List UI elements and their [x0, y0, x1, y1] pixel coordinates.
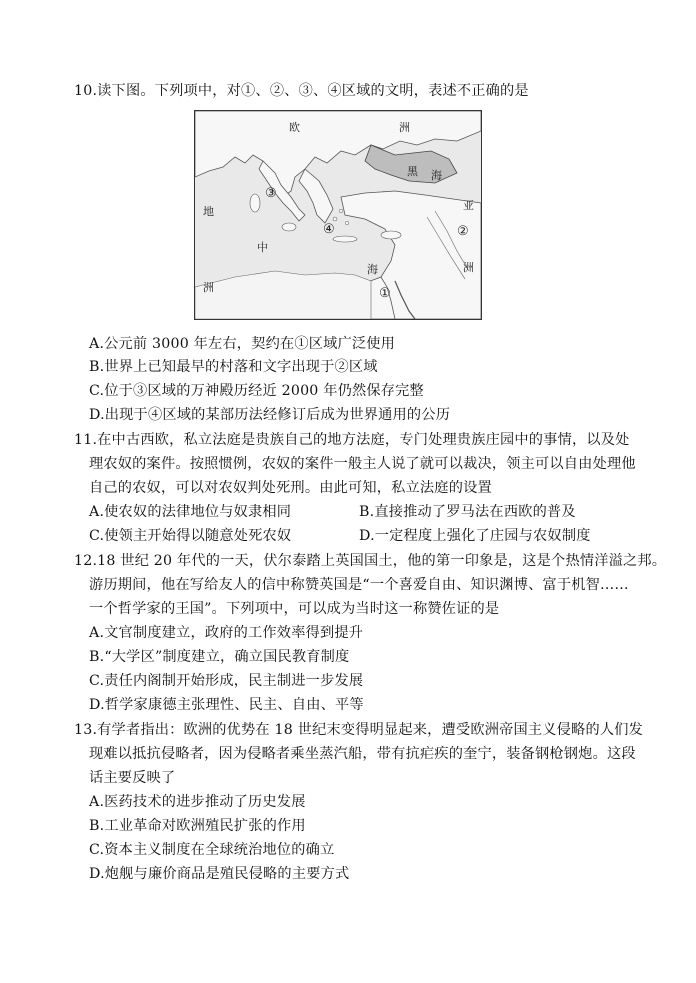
question-12-stem-line-2: 游历期间，他在写给友人的信中称赞英国是“一个喜爱自由、知识渊博、富于机智……	[89, 577, 629, 593]
question-12-option-c: C.责任内阁制开始形成，民主制进一步发展	[89, 673, 364, 689]
mediterranean-map	[194, 110, 482, 320]
question-11-option-b: B.直接推动了罗马法在西欧的普及	[359, 504, 576, 520]
question-13-option-b: B.工业革命对欧洲殖民扩张的作用	[89, 818, 306, 834]
map-region-1: ①	[379, 286, 391, 301]
question-13-option-d: D.炮舰与廉价商品是殖民侵略的主要方式	[89, 866, 350, 882]
question-10-option-c: C.位于③区域的万神殿历经近 2000 年仍然保存完整	[89, 383, 424, 399]
map-label-med-2: 中	[257, 241, 268, 254]
question-13-stem-line-3: 话主要反映了	[89, 770, 176, 786]
question-12-stem-line-3: 一个哲学家的王国”。下列项中，可以成为当时这一称赞佐证的是	[89, 601, 500, 617]
question-13-option-c: C.资本主义制度在全球统治地位的确立	[89, 842, 335, 858]
map-label-africa: 洲	[203, 281, 214, 294]
corsica-sardinia-island	[250, 194, 260, 212]
aegean-island	[345, 221, 349, 225]
map-region-4: ④	[323, 222, 335, 237]
map-graphic	[195, 111, 481, 319]
question-10-option-d: D.出现于④区域的某部历法经修订后成为世界通用的公历	[89, 407, 451, 423]
question-10-stem: 10.读下图。下列项中，对①、②、③、④区域的文明，表述不正确的是	[74, 83, 529, 99]
question-13-stem-line-1: 13.有学者指出：欧洲的优势在 18 世纪末变得明显起来，遭受欧洲帝国主义侵略的人们发	[74, 722, 643, 738]
map-label-black-1: 黑	[407, 165, 418, 178]
question-10-option-a: A.公元前 3000 年左右，契约在①区域广泛使用	[89, 336, 396, 352]
question-10-option-b: B.世界上已知最早的村落和文字出现于②区域	[89, 359, 378, 375]
map-label-europe-1: 欧	[289, 121, 300, 134]
question-12-stem-line-1: 12.18 世纪 20 年代的一天，伏尔泰踏上英国国土，他的第一印象是，这是个热情洋溢之邦。	[74, 553, 667, 569]
map-label-black-2: 海	[431, 169, 442, 182]
question-12-option-a: A.文官制度建立，政府的工作效率得到提升	[89, 625, 364, 641]
map-label-asia-1: 亚	[463, 199, 474, 212]
cyprus-island	[381, 231, 401, 239]
map-region-2: ②	[457, 224, 469, 239]
map-region-3: ③	[265, 186, 277, 201]
crete-island	[333, 236, 357, 242]
question-12-option-b: B.“大学区”制度建立，确立国民教育制度	[89, 649, 350, 665]
question-11-stem-line-2: 理农奴的案件。按照惯例，农奴的案件一般主人说了就可以裁决，领主可以自由处理他	[89, 456, 636, 472]
sicily-island	[282, 223, 296, 231]
map-label-med-1: 地	[203, 205, 214, 218]
question-13-option-a: A.医药技术的进步推动了历史发展	[89, 794, 306, 810]
map-label-med-3: 海	[367, 263, 378, 276]
map-label-europe-2: 洲	[399, 121, 410, 134]
question-11-stem-line-1: 11.在中古西欧，私立法庭是贵族自己的地方法庭，专门处理贵族庄园中的事情，以及处	[74, 432, 630, 448]
question-11-stem-line-3: 自己的农奴，可以对农奴判处死刑。由此可知，私立法庭的设置	[89, 480, 492, 496]
question-11-option-a: A.使农奴的法律地位与奴隶相同	[89, 504, 292, 520]
map-label-asia-2: 洲	[463, 261, 474, 274]
question-13-stem-line-2: 现难以抵抗侵略者，因为侵略者乘坐蒸汽船，带有抗疟疾的奎宁，装备钢枪钢炮。这段	[89, 746, 636, 762]
aegean-island	[339, 209, 343, 213]
question-11-option-c: C.使领主开始得以随意处死农奴	[89, 528, 292, 544]
question-11-option-d: D.一定程度上强化了庄园与农奴制度	[359, 528, 591, 544]
aegean-island	[333, 217, 337, 221]
question-12-option-d: D.哲学家康德主张理性、民主、自由、平等	[89, 697, 364, 713]
